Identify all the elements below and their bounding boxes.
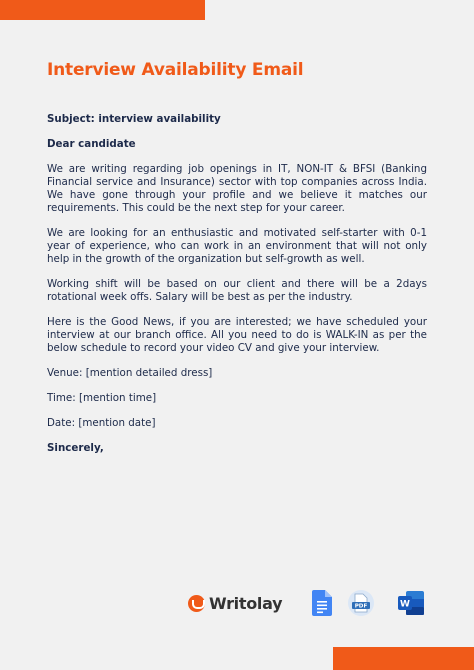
pdf-label: PDF	[354, 603, 368, 610]
email-paragraph-1: We are writing regarding job openings in IT, NON-IT & BFSI (Banking Financial service and Insurance) sector with top companies across India. We have gone through your profile and we believe it matches our requirements. This could be the next step for your career.	[47, 163, 427, 214]
brand-name: Writolay	[209, 594, 283, 613]
email-paragraph-4: Here is the Good News, if you are interested; we have scheduled your interview at our branch office. All you need to do is WALK-IN as per the below schedule to record your video CV and give your interview.	[47, 316, 427, 354]
email-time: Time: [mention time]	[47, 392, 157, 404]
email-date: Date: [mention date]	[47, 417, 156, 429]
bottom-accent-bar	[333, 647, 474, 670]
pdf-icon[interactable]	[345, 588, 377, 618]
email-body	[47, 113, 427, 467]
email-paragraph-2: We are looking for an enthusiastic and motivated self-starter with 0-1 year of experience, who can work in an environment that will not only help in the growth of the organization but self-growth as well.	[47, 227, 427, 265]
writolay-logo[interactable]	[188, 594, 282, 613]
word-label: W	[400, 599, 410, 610]
email-venue: Venue: [mention detailed dress]	[47, 367, 213, 379]
google-docs-icon[interactable]	[306, 588, 338, 618]
footer	[188, 588, 438, 622]
writolay-logo-icon	[188, 595, 205, 612]
page-title: Interview Availability Email	[47, 60, 304, 80]
email-closing: Sincerely,	[47, 442, 104, 454]
email-subject: Subject: interview availability	[47, 113, 221, 125]
word-icon[interactable]	[395, 588, 427, 618]
email-greeting: Dear candidate	[47, 138, 136, 150]
email-paragraph-3: Working shift will be based on our client and there will be a 2days rotational week offs. Salary will be best as per the industry.	[47, 278, 427, 303]
top-accent-bar	[0, 0, 205, 20]
